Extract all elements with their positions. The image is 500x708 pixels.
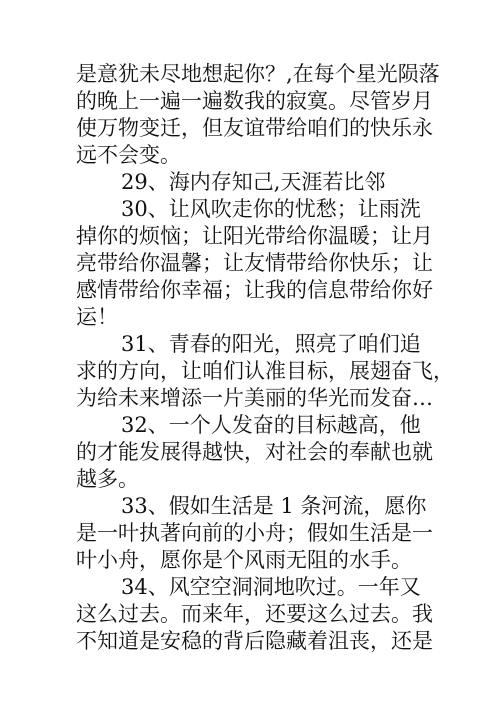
text-line: 叶小舟，愿你是个风雨无阻的水手。 <box>76 548 412 572</box>
text-line: 掉你的烦恼；让阳光带给你温暖；让月 <box>76 224 433 248</box>
text-line: 不知道是安稳的背后隐藏着沮丧，还是 <box>76 629 433 653</box>
text-line: 的才能发展得越快，对社会的奉献也就 <box>76 440 433 464</box>
item-34-line: 34、风空空洞洞地吹过。一年又 <box>121 575 421 599</box>
text-line: 远不会变。 <box>76 143 181 167</box>
text-line: 是意犹未尽地想起你？,在每个星光陨落 <box>76 62 440 86</box>
text-line: 为给未来增添一片美丽的华光而发奋… <box>76 386 433 410</box>
item-32-line: 32、一个人发奋的目标越高，他 <box>121 413 421 437</box>
text-line: 的晚上一遍一遍数我的寂寞。尽管岁月 <box>76 89 433 113</box>
text-line: 越多。 <box>76 467 139 491</box>
item-31-line: 31、青春的阳光，照亮了咱们追 <box>121 332 421 356</box>
item-30-line: 30、让风吹走你的忧愁；让雨洗 <box>121 197 421 221</box>
text-line: 亮带给你温馨；让友情带给你快乐；让 <box>76 251 433 275</box>
text-line: 运！ <box>76 305 118 329</box>
text-line: 求的方向，让咱们认准目标，展翅奋飞， <box>76 359 454 383</box>
item-29-line: 29、海内存知己,天涯若比邻 <box>121 170 386 194</box>
text-line: 是一叶执著向前的小舟；假如生活是一 <box>76 521 433 545</box>
item-33-line: 33、假如生活是 1 条河流，愿你 <box>121 494 427 518</box>
text-line: 感情带给你幸福；让我的信息带给你好 <box>76 278 433 302</box>
text-line: 这么过去。而来年，还要这么过去。我 <box>76 602 433 626</box>
text-line: 使万物变迁，但友谊带给咱们的快乐永 <box>76 116 433 140</box>
